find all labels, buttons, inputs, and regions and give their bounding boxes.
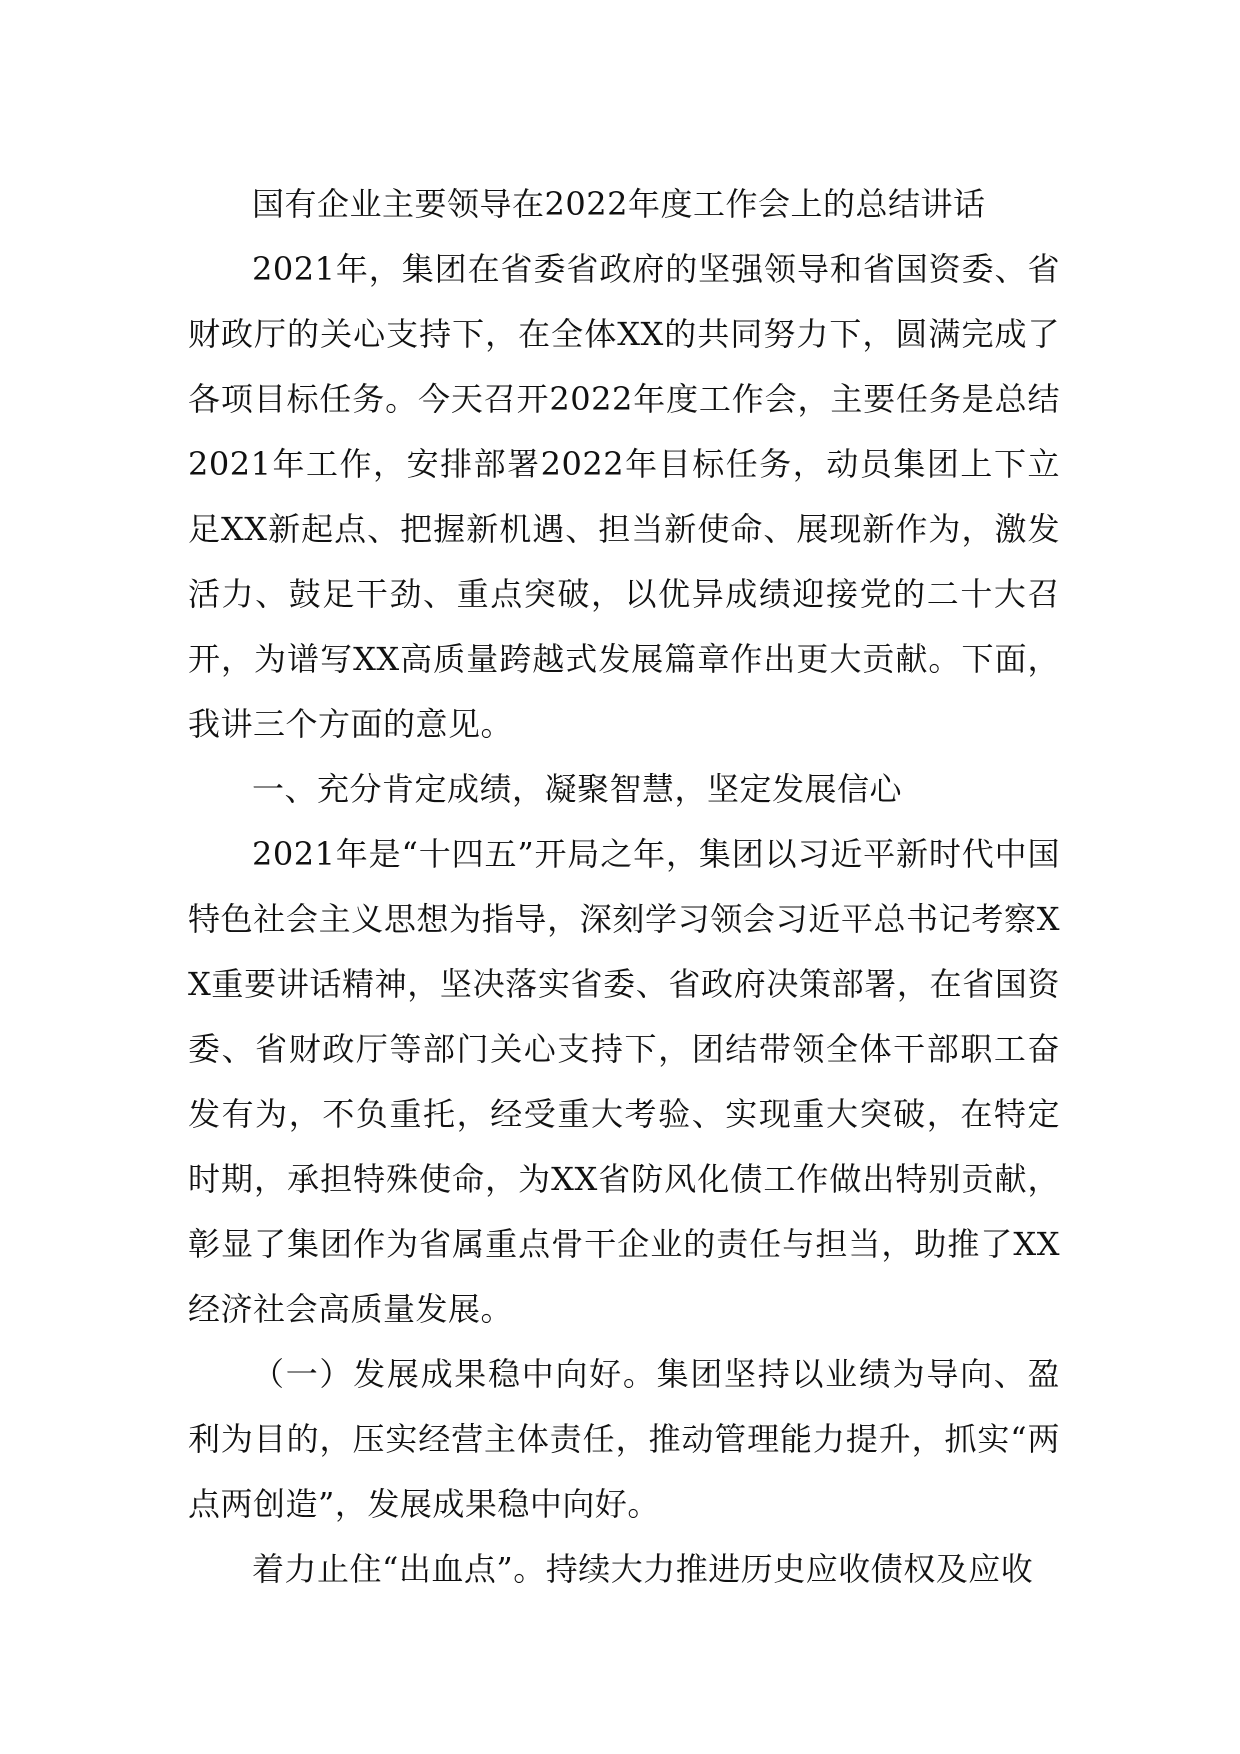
- section-heading-1: 一、充分肯定成绩，凝聚智慧，坚定发展信心: [252, 770, 903, 808]
- paragraph-bleeding-point: 着力止住“出血点”。持续大力推进历史应收债权及应收: [252, 1550, 1034, 1588]
- paragraph-intro: 2021年，集团在省委省政府的坚强领导和省国资委、省财政厅的关心支持下，在全体XX的共同努力下，圆满完成了各项目标任务。今天召开2022年度工作会，主要任务是总结2021年工作，安排部署2022年目标任务，动员集团上下立足XX新起点、把握新机遇、担当新使命、展现新作为，激发活力、鼓足干劲、重点突破，以优异成绩迎接党的二十大召开，为谱写XX高质量跨越式发展篇章作出更大贡献。下面，我讲三个方面的意见。: [188, 250, 1060, 743]
- document-body: [188, 172, 1060, 1602]
- document-title: 国有企业主要领导在2022年度工作会上的总结讲话: [252, 185, 986, 223]
- paragraph-section-1: 2021年是“十四五”开局之年，集团以习近平新时代中国特色社会主义思想为指导，深刻学习领会习近平总书记考察XX重要讲话精神，坚决落实省委、省政府决策部署，在省国资委、省财政厅等部门关心支持下，团结带领全体干部职工奋发有为，不负重托，经受重大考验、实现重大突破，在特定时期，承担特殊使命，为XX省防风化债工作做出特别贡献，彰显了集团作为省属重点骨干企业的责任与担当，助推了XX经济社会高质量发展。: [188, 835, 1060, 1328]
- subsection-heading-1: （一）发展成果稳中向好。集团坚持以业绩为导向、盈利为目的，压实经营主体责任，推动管理能力提升，抓实“两点两创造”，发展成果稳中向好。: [188, 1355, 1060, 1523]
